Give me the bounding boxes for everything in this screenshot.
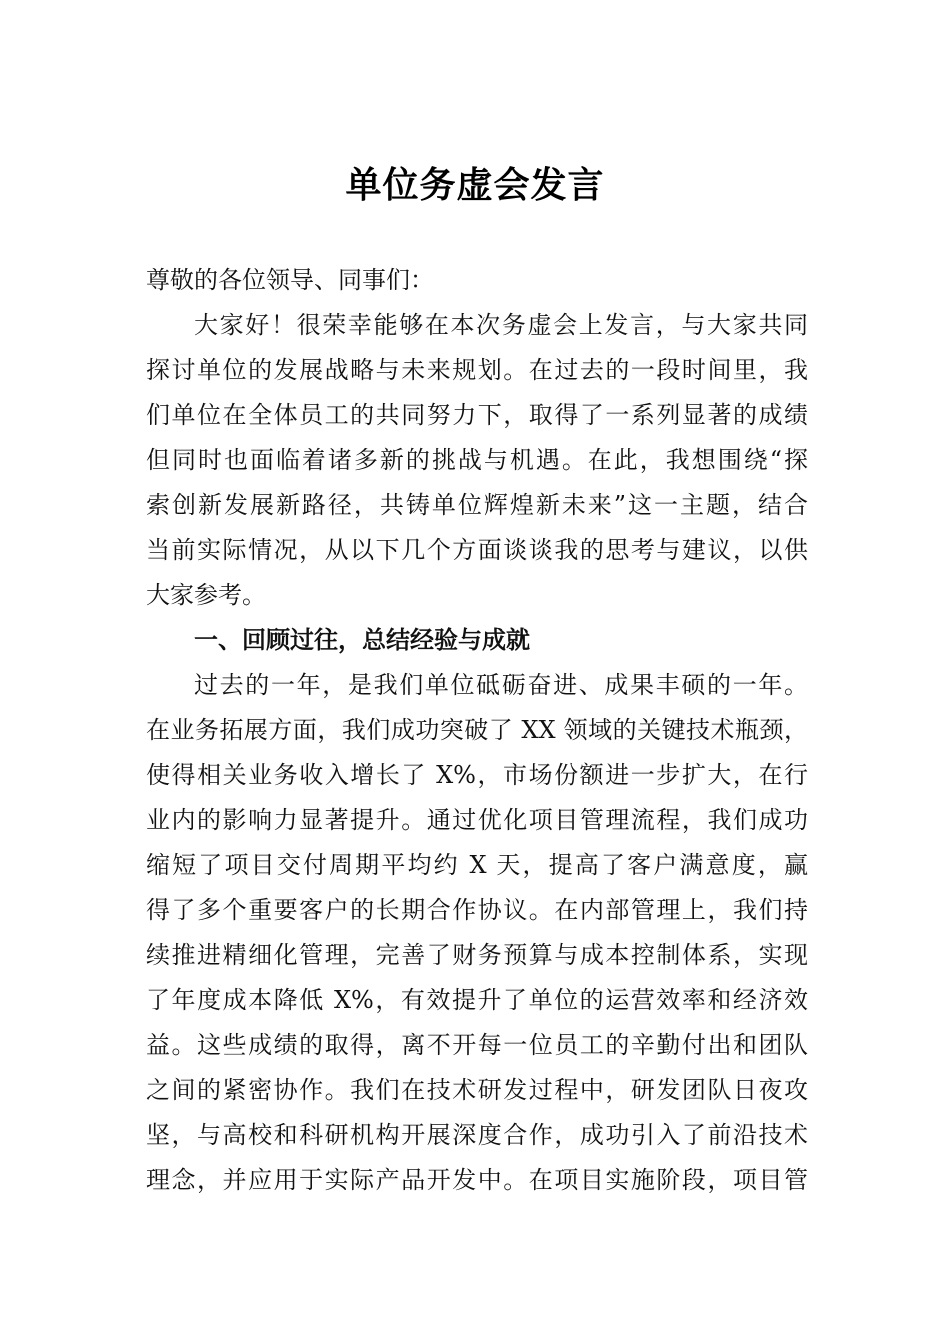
paragraph-line: 理念，并应用于实际产品开发中。在项目实施阶段，项目管 [146,1166,808,1194]
paragraph-line: 在业务拓展方面，我们成功突破了 XX 领域的关键技术瓶颈， [146,716,808,744]
paragraph-line: 之间的紧密协作。我们在技术研发过程中，研发团队日夜攻 [146,1076,808,1104]
paragraph-line: 大家参考。 [146,581,266,609]
paragraph-line: 益。这些成绩的取得，离不开每一位员工的辛勤付出和团队 [146,1031,808,1059]
document-title: 单位务虚会发言 [345,164,605,206]
paragraph-line: 续推进精细化管理，完善了财务预算与成本控制体系，实现 [146,941,808,969]
paragraph-line: 但同时也面临着诸多新的挑战与机遇。在此，我想围绕“探 [146,446,808,474]
paragraph-line: 缩短了项目交付周期平均约 X 天，提高了客户满意度，赢 [146,851,808,879]
paragraph-line: 使得相关业务收入增长了 X%，市场份额进一步扩大，在行 [146,761,808,789]
paragraph-line: 坚，与高校和科研机构开展深度合作，成功引入了前沿技术 [146,1121,808,1149]
paragraph-line: 过去的一年，是我们单位砥砺奋进、成果丰硕的一年。 [194,671,808,699]
paragraph-line: 得了多个重要客户的长期合作协议。在内部管理上，我们持 [146,896,808,924]
paragraph-line: 们单位在全体员工的共同努力下，取得了一系列显著的成绩 [146,401,808,429]
document-body [146,258,808,1203]
salutation: 尊敬的各位领导、同事们： [146,266,434,294]
paragraph-line: 大家好！很荣幸能够在本次务虚会上发言，与大家共同 [194,311,808,339]
paragraph-line: 索创新发展新路径，共铸单位辉煌新未来”这一主题，结合 [146,491,808,519]
paragraph-line: 当前实际情况，从以下几个方面谈谈我的思考与建议，以供 [146,536,808,564]
paragraph-line: 业内的影响力显著提升。通过优化项目管理流程，我们成功 [146,806,808,834]
section-heading: 一、回顾过往，总结经验与成就 [194,626,530,654]
paragraph-line: 探讨单位的发展战略与未来规划。在过去的一段时间里，我 [146,356,808,384]
paragraph-line: 了年度成本降低 X%，有效提升了单位的运营效率和经济效 [146,986,808,1014]
